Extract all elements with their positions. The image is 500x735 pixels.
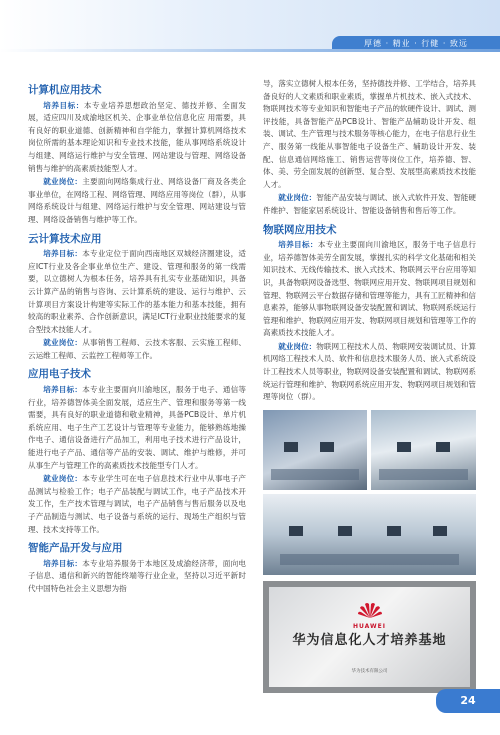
right-column — [263, 78, 476, 693]
lab-photo — [263, 410, 367, 490]
huawei-brand: HUAWEI — [352, 622, 387, 630]
header-band — [0, 0, 500, 52]
plaque-issuer: 华为技术有限公司 — [351, 669, 388, 675]
paragraph: 就业岗位：智能产品安装与调试、嵌入式软件开发、智能硬件维护、智能家居系统设计、智能设备销售和售后等工作。 — [263, 193, 477, 215]
left-column — [28, 78, 246, 597]
lab-photos — [263, 410, 476, 575]
lab-photo — [263, 494, 476, 575]
section-title-iot: 物联网应用技术 — [263, 223, 337, 236]
paragraph: 就业岗位：本专业学生可在电子信息技术行业中从事电子产品测试与检验工作；电子产品装配与调试工作，电子产品技术开发工作，生产技术管理与调试，电子产品销售与售后服务以及电子产品制造与测试、电子设备与系统的运行、现场生产组织与管理、技术支持等工作。 — [28, 474, 247, 534]
paragraph: 就业岗位：物联网工程技术人员、物联网安装调试员、计算机网络工程技术人员、软件和信息技术服务人员、嵌入式系统设计工程技术人员等职业，物联网设备安装配置和调试、物联网系统运行管理和维护、物联网系统应用开发、物联网项目规划和管理等岗位（群）。 — [263, 341, 477, 402]
page-number: 24 — [436, 689, 500, 713]
section-title-smart-product: 智能产品开发与应用 — [28, 542, 123, 555]
paragraph: 就业岗位：从事销售工程师、云技术客服、云实施工程师、云运维工程师、云监控工程师等工作。 — [28, 338, 247, 360]
paragraph: 培养目标：本专业培养服务于本地区及成渝经济带，面向电子信息、通信和新兴的智能终端等行业企业，坚持以习近平新时代中国特色社会主义思想为指 — [28, 558, 247, 593]
section-title-cloud: 云计算技术应用 — [28, 232, 102, 245]
lab-photo — [371, 410, 476, 490]
paragraph: 培养目标：本专业培养思想政治坚定、德技并修、全面发展，适应四川及成渝地区机关、企事业单位信息化应 用需要，具有良好的职业道德、创新精神和自学能力，掌握计算机网络技术岗位所需的基本理论知识和专业技术技能，能从事网络系统设计与组建、网络运行维护与安全管理、网站建设与管理、网络设备销售与维护的高素质技能型人才。 — [28, 100, 246, 173]
paragraph: 导，落实立德树人根本任务，坚持德技并修、工学结合，培养具备良好的人文素质和职业素质，掌握单片机技术、嵌入式技术、物联网技术等专业知识和智能电子产品的软硬件设计、调试、测评技能，具备智能产品PCB设计、智能产品辅助设计开发、组装、调试、生产管理与技术服务等核心能力，在电子信息行业生产、服务第一线能从事智能电子设备生产、辅助设计开发、装配、信息通信网络施工、销售运营等岗位工作，培养德、智、体、美、劳全面发展的创新型、复合型、发展型高素质技术技能人才。 — [263, 79, 476, 189]
paragraph: 培养目标：本专业主要面向川渝地区，服务于电子、通信等行业，培养德智体美全面发展，适应生产、管理和服务等第一线需要，具有良好的职业道德和敬业精神，具备PCB设计、单片机系统应用、电子生产工艺设计与管理等专业能力，能够熟练地操作电子、通信设备进行产品加工，利用电子技术进行产品设计，能进行电子产品、通信等产品的安装、调试、维护与维修，并可从事生产与管理工作的高素质技术技能型专门人才。 — [28, 385, 247, 470]
paragraph: 培养目标：本专业主要面向川渝地区，服务于电子信息行业，培养德智体美劳全面发展，掌握扎实的科学文化基础和相关知识技术、无线传输技术、嵌入式技术、物联网云平台应用等知识，具备物联网设备选型、物联网应用开发、物联网项目规划和管理、物联网云平台数据存储和管理等能力，具有工匠精神和信息素养，能够从事物联网设备安装配置和调试、物联网系统运行管理和维护、物联网应用开发、物联网项目规划和管理等工作的高素质技术技能人才。 — [263, 240, 477, 338]
section-title-computer: 计算机应用技术 — [28, 84, 102, 96]
header-slogan: 厚德 · 精业 · 行健 · 致远 — [332, 36, 500, 52]
plaque-title: 华为信息化人才培养基地 — [292, 632, 447, 648]
section-title-electronics: 应用电子技术 — [28, 368, 91, 381]
huawei-plaque — [263, 581, 476, 693]
paragraph: 就业岗位：主要面向网络集成行业、网络设备厂商及各类企事业单位，在网络工程、网络管理、网络应用等岗位（群），从事网络系统设计与组建、网络运行维护与安全管理、网站建设与管理、网络设备销售与维护等工作。 — [28, 177, 247, 224]
huawei-logo-icon — [357, 601, 383, 619]
paragraph: 培养目标：本专业定位于面向西南地区双城经济圈建设，适应ICT行业及各企事业单位生产、建设、管理和服务的第一线需要，以立德树人为根本任务，培养具有扎实专业基础知识，具备云计算产品的销售与咨询、云计算系统的建设、运行与维护、云计算项目方案设计构建等实际工作的基本能力和基本技能，拥有较高的职业素养、合作创新意识，满足ICT行业职业技能要求的复合型技术技能人才。 — [28, 249, 247, 334]
